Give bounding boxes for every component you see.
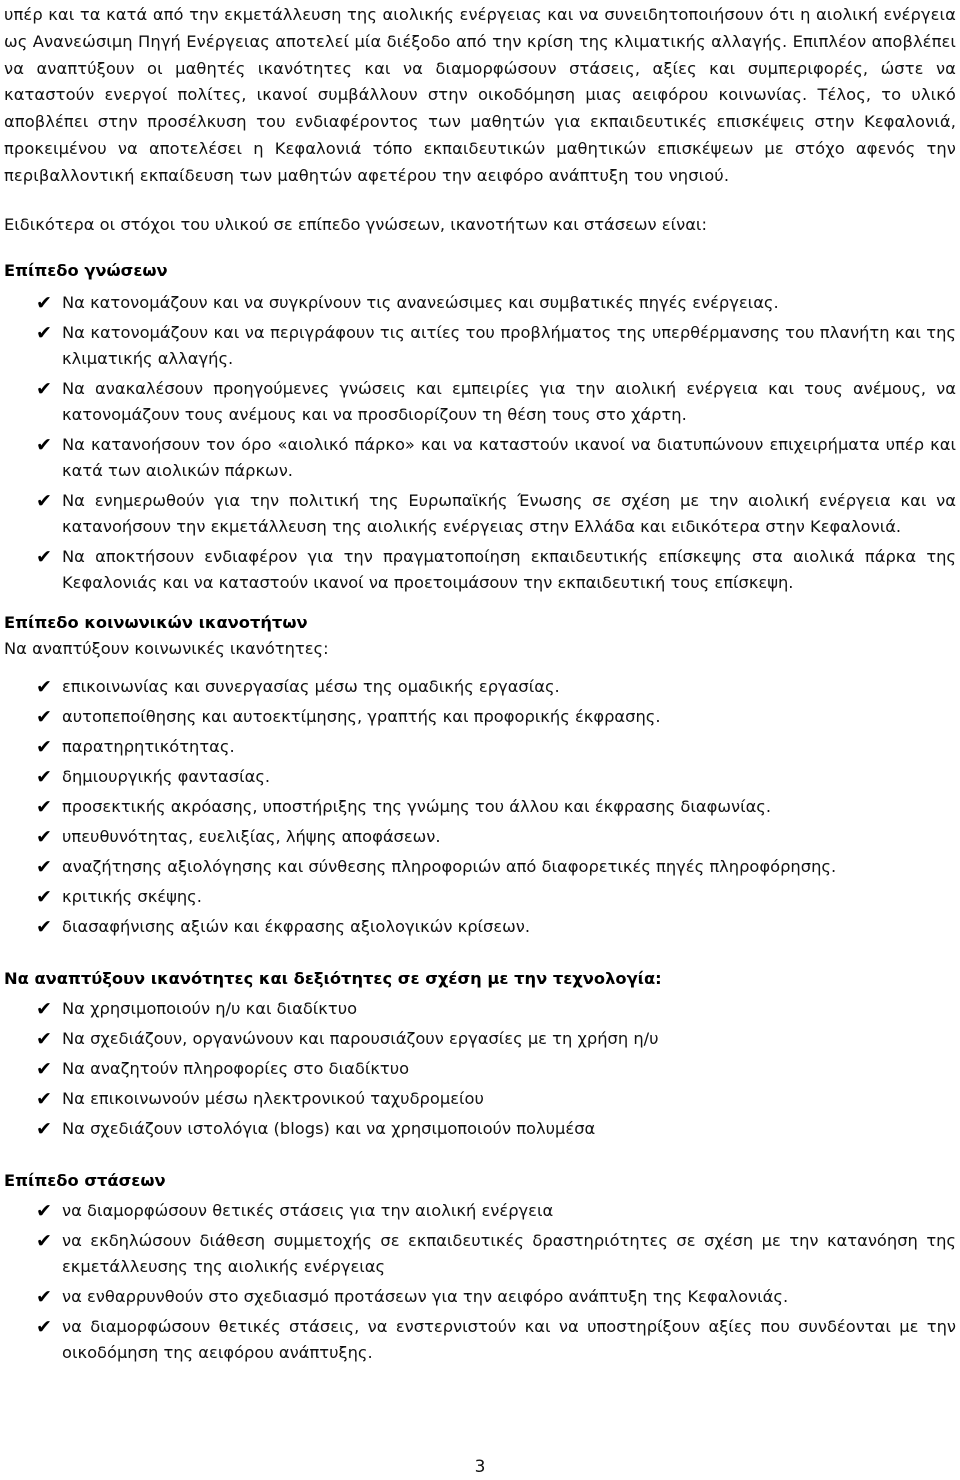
goals-intro: Ειδικότερα οι στόχοι του υλικού σε επίπεδο γνώσεων, ικανοτήτων και στάσεων είναι:: [4, 214, 707, 234]
list-item: [4, 1086, 956, 1112]
checkmark-icon: ✔: [36, 1229, 52, 1252]
checkmark-icon: ✔: [36, 885, 52, 908]
list-item-text: Να σχεδιάζουν ιστολόγια (blogs) και να χρησιμοποιούν πολυμέσα: [62, 1118, 596, 1138]
list-item-text: Να κατανοήσουν τον όρο «αιολικό πάρκο» και να καταστούν ικανοί να διατυπώνουν επιχειρήματα υπέρ και κατά των αιολικών πάρκων.: [62, 434, 956, 480]
list-item: [4, 674, 956, 700]
checkmark-icon: ✔: [36, 765, 52, 788]
list-item: [4, 432, 956, 484]
list-item-text: παρατηρητικότητας.: [62, 736, 235, 756]
list-item: [4, 1314, 956, 1366]
checkmark-icon: ✔: [36, 1199, 52, 1222]
list-item-text: Να ενημερωθούν για την πολιτική της Ευρωπαϊκής Ένωσης σε σχέση με την αιολική ενέργεια και να κατανοήσουν την εκμετάλλευση της αιολικής ενέργειας στην Ελλάδα και ειδικότερα στην Κεφαλονιά.: [62, 490, 956, 536]
attitudes-list: [4, 1198, 956, 1366]
list-item: [4, 794, 956, 820]
list-item-text: Να κατονομάζουν και να περιγράφουν τις αιτίες του προβλήματος της υπερθέρμανσης του πλανήτη και της κλιματικής αλλαγής.: [62, 322, 956, 368]
list-item: [4, 824, 956, 850]
checkmark-icon: ✔: [36, 1285, 52, 1308]
list-item: [4, 996, 956, 1022]
social-intro: Να αναπτύξουν κοινωνικές ικανότητες:: [4, 638, 329, 658]
list-item: [4, 734, 956, 760]
list-item: [4, 1228, 956, 1280]
technology-heading: Να αναπτύξουν ικανότητες και δεξιότητες σε σχέση με την τεχνολογία:: [4, 968, 662, 988]
list-item-text: αναζήτησης αξιολόγησης και σύνθεσης πληροφοριών από διαφορετικές πηγές πληροφόρησης.: [62, 856, 837, 876]
list-item-text: Να επικοινωνούν μέσω ηλεκτρονικού ταχυδρομείου: [62, 1088, 484, 1108]
social-list: [4, 674, 956, 940]
checkmark-icon: ✔: [36, 433, 52, 456]
list-item-text: επικοινωνίας και συνεργασίας μέσω της ομαδικής εργασίας.: [62, 676, 560, 696]
list-item: [4, 884, 956, 910]
checkmark-icon: ✔: [36, 825, 52, 848]
checkmark-icon: ✔: [36, 1315, 52, 1338]
list-item: [4, 488, 956, 540]
list-item-text: να διαμορφώσουν θετικές στάσεις, να ενστερνιστούν και να υποστηρίξουν αξίες που συνδέονται με την οικοδόμηση της αειφόρου ανάπτυξης.: [62, 1316, 956, 1362]
checkmark-icon: ✔: [36, 997, 52, 1020]
list-item-text: να ενθαρρυνθούν στο σχεδιασμό προτάσεων για την αειφόρο ανάπτυξη της Κεφαλονιάς.: [62, 1286, 789, 1306]
checkmark-icon: ✔: [36, 735, 52, 758]
knowledge-list: [4, 290, 956, 596]
list-item: [4, 1284, 956, 1310]
list-item-text: Να αποκτήσουν ενδιαφέρον για την πραγματοποίηση εκπαιδευτικής επίσκεψης στα αιολικά πάρκα της Κεφαλονιάς και να καταστούν ικανοί να προετοιμάσουν την εκπαιδευτική τους επίσκεψη.: [62, 546, 956, 592]
list-item-text: διασαφήνισης αξιών και έκφρασης αξιολογικών κρίσεων.: [62, 916, 531, 936]
list-item: [4, 1198, 956, 1224]
intro-paragraph: υπέρ και τα κατά από την εκμετάλλευση της αιολικής ενέργειας και να συνειδητοποιήσουν ότι η αιολική ενέργεια ως Ανανεώσιμη Πηγή Ενέργειας αποτελεί μία διέξοδο από την κρίση της κλιματικής αλλαγής. Επιπλέον αποβλέπει να αναπτύξουν οι μαθητές ικανότητες και να διαμορφώσουν στάσεις, αξίες και συμπεριφορές, ώστε να καταστούν ενεργοί πολίτες, ικανοί συμβάλλουν στην οικοδόμηση μιας αειφόρου κοινωνίας. Τέλος, το υλικό αποβλέπει στην προσέλκυση του ενδιαφέροντος των μαθητών για εκπαιδευτικές επισκέψεις στην Κεφαλονιά, προκειμένου να αποτελέσει η Κεφαλονιά τόπο εκπαιδευτικών μαθητικών επισκέψεων με στόχο αφενός την περιβαλλοντική εκπαίδευση των μαθητών αφετέρου την αειφόρο ανάπτυξη του νησιού.: [4, 5, 956, 185]
checkmark-icon: ✔: [36, 1027, 52, 1050]
document-page: [4, 0, 956, 1480]
page-number: 3: [474, 1457, 486, 1477]
list-item: [4, 544, 956, 596]
knowledge-heading: Επίπεδο γνώσεων: [4, 260, 168, 280]
checkmark-icon: ✔: [36, 489, 52, 512]
list-item: [4, 320, 956, 372]
list-item-text: να διαμορφώσουν θετικές στάσεις για την αιολική ενέργεια: [62, 1200, 554, 1220]
checkmark-icon: ✔: [36, 1087, 52, 1110]
list-item: [4, 704, 956, 730]
list-item: [4, 376, 956, 428]
list-item: [4, 854, 956, 880]
list-item-text: Να ανακαλέσουν προηγούμενες γνώσεις και εμπειρίες για την αιολική ενέργεια και τους ανέμους, να κατονομάζουν τους ανέμους και να προσδιορίζουν τη θέση τους στο χάρτη.: [62, 378, 956, 424]
checkmark-icon: ✔: [36, 545, 52, 568]
list-item: [4, 1026, 956, 1052]
list-item-text: Να χρησιμοποιούν η/υ και διαδίκτυο: [62, 998, 358, 1018]
checkmark-icon: ✔: [36, 855, 52, 878]
list-item-text: Να κατονομάζουν και να συγκρίνουν τις ανανεώσιμες και συμβατικές πηγές ενέργειας.: [62, 292, 779, 312]
list-item-text: αυτοπεποίθησης και αυτοεκτίμησης, γραπτής και προφορικής έκφρασης.: [62, 706, 661, 726]
social-heading: Επίπεδο κοινωνικών ικανοτήτων: [4, 612, 308, 632]
list-item: [4, 1056, 956, 1082]
list-item-text: υπευθυνότητας, ευελιξίας, λήψης αποφάσεων.: [62, 826, 441, 846]
checkmark-icon: ✔: [36, 321, 52, 344]
list-item: [4, 914, 956, 940]
checkmark-icon: ✔: [36, 1057, 52, 1080]
list-item: [4, 764, 956, 790]
list-item-text: προσεκτικής ακρόασης, υποστήριξης της γνώμης του άλλου και έκφρασης διαφωνίας.: [62, 796, 772, 816]
checkmark-icon: ✔: [36, 675, 52, 698]
checkmark-icon: ✔: [36, 915, 52, 938]
list-item-text: κριτικής σκέψης.: [62, 886, 202, 906]
list-item-text: Να σχεδιάζουν, οργανώνουν και παρουσιάζουν εργασίες με τη χρήση η/υ: [62, 1028, 659, 1048]
checkmark-icon: ✔: [36, 1117, 52, 1140]
checkmark-icon: ✔: [36, 705, 52, 728]
checkmark-icon: ✔: [36, 795, 52, 818]
list-item-text: Να αναζητούν πληροφορίες στο διαδίκτυο: [62, 1058, 410, 1078]
technology-list: [4, 996, 956, 1142]
list-item: [4, 290, 956, 316]
list-item: [4, 1116, 956, 1142]
attitudes-heading: Επίπεδο στάσεων: [4, 1170, 166, 1190]
checkmark-icon: ✔: [36, 377, 52, 400]
list-item-text: δημιουργικής φαντασίας.: [62, 766, 271, 786]
checkmark-icon: ✔: [36, 291, 52, 314]
list-item-text: να εκδηλώσουν διάθεση συμμετοχής σε εκπαιδευτικές δραστηριότητες σε σχέση με την κατανόηση της εκμετάλλευσης της αιολικής ενέργειας: [62, 1230, 956, 1276]
